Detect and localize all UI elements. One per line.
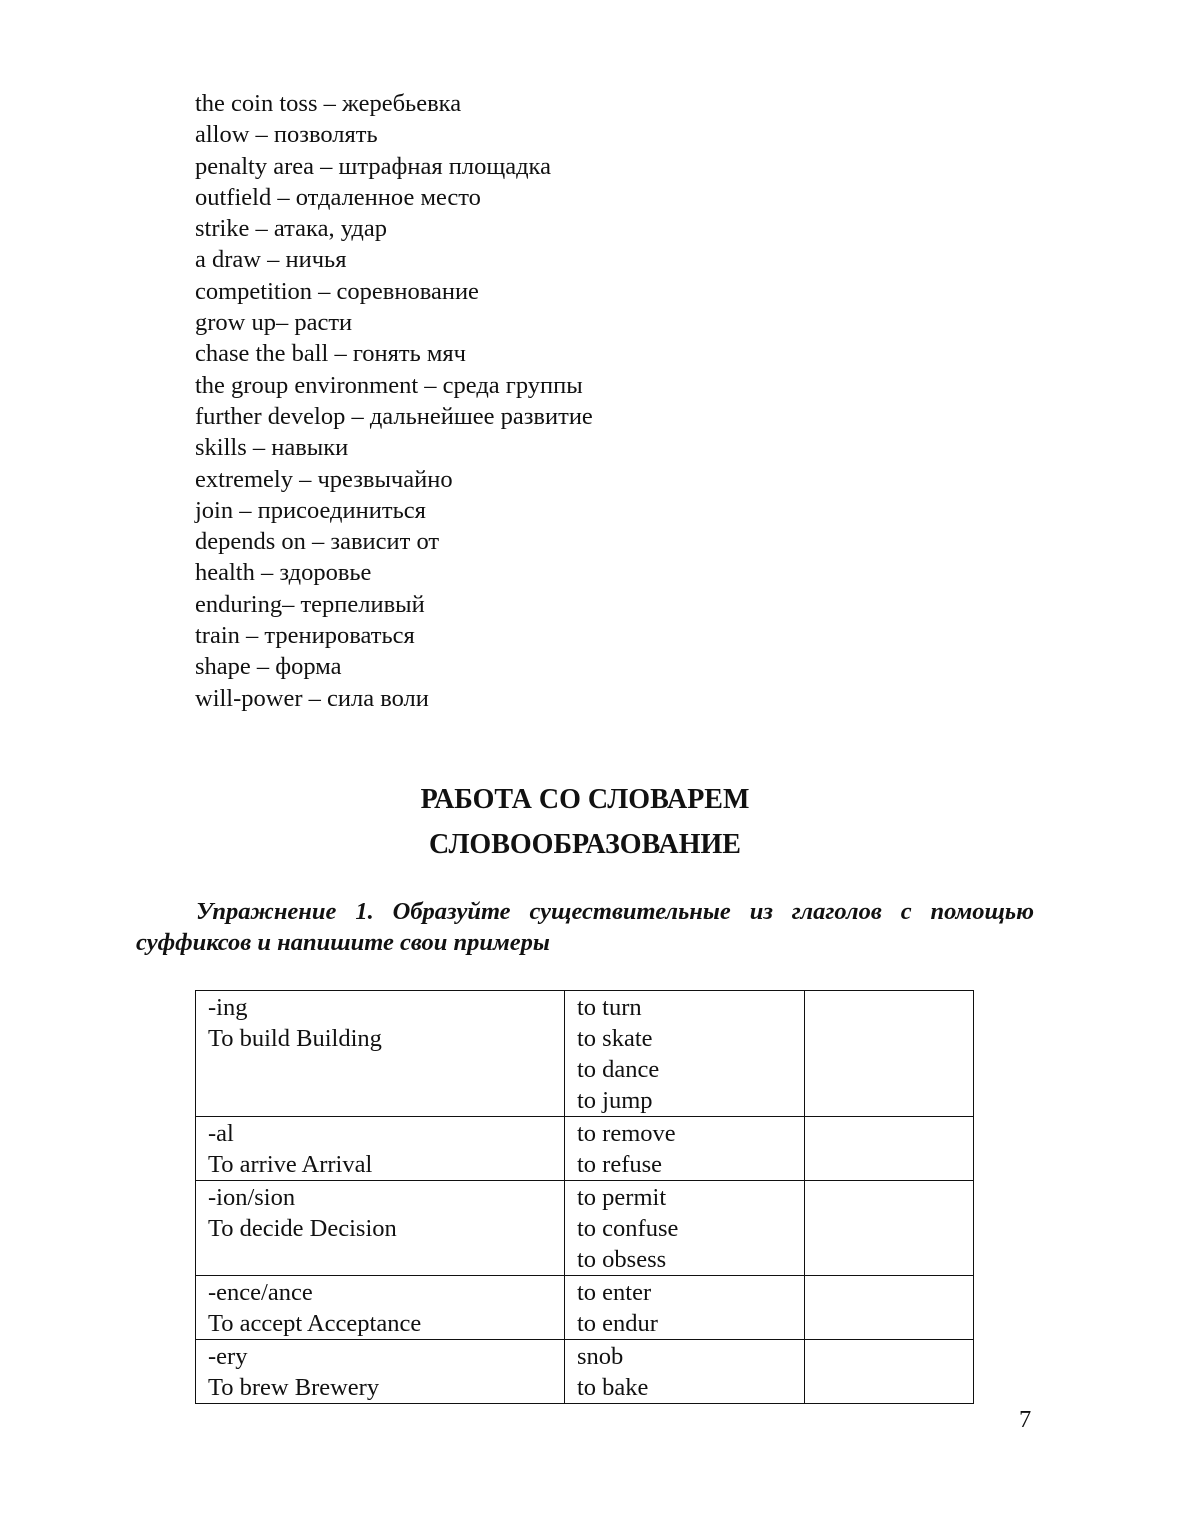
table-row [196, 1276, 974, 1340]
answer-cell[interactable] [805, 1181, 974, 1276]
suffix-cell [196, 1117, 565, 1181]
answer-cell[interactable] [805, 991, 974, 1117]
verb-item: to permit [577, 1184, 667, 1211]
answer-cell[interactable] [805, 1276, 974, 1340]
vocab-item: competition – соревнование [195, 277, 479, 305]
table-row [196, 991, 974, 1117]
verb-item: to turn [577, 994, 642, 1021]
vocab-item: shape – форма [195, 653, 342, 681]
vocab-item: chase the ball – гонять мяч [195, 340, 466, 368]
vocab-item: skills – навыки [195, 434, 349, 462]
suffix-example: To arrive Arrival [208, 1151, 373, 1178]
vocab-item: grow up– расти [195, 309, 353, 337]
suffix-cell [196, 991, 565, 1117]
suffix-label: -ery [208, 1343, 248, 1370]
suffix-example: To build Building [208, 1025, 382, 1052]
verb-item: to remove [577, 1120, 676, 1147]
vocab-item: depends on – зависит от [195, 528, 440, 556]
verb-item: to bake [577, 1374, 649, 1401]
suffix-label: -ion/sion [208, 1184, 296, 1211]
vocab-item: the coin toss – жеребьевка [195, 90, 462, 117]
page-number: 7 [1019, 1406, 1032, 1433]
vocab-item: allow – позволять [195, 121, 378, 149]
verb-item: to refuse [577, 1151, 663, 1178]
verbs-cell [565, 991, 805, 1117]
table-row [196, 1181, 974, 1276]
section-subtitle: СЛОВООБРАЗОВАНИЕ [429, 829, 741, 860]
answer-cell[interactable] [805, 1117, 974, 1181]
vocab-item: a draw – ничья [195, 246, 347, 274]
verb-item: to endur [577, 1310, 658, 1337]
vocab-item: join – присоединиться [195, 496, 426, 524]
vocab-item: train – тренироваться [195, 622, 415, 650]
verbs-cell [565, 1276, 805, 1340]
suffix-cell [196, 1340, 565, 1404]
verbs-cell [565, 1181, 805, 1276]
suffix-example: To accept Acceptance [208, 1310, 422, 1337]
vocab-item: extremely – чрезвычайно [195, 465, 453, 493]
table-row [196, 1117, 974, 1181]
suffix-cell [196, 1181, 565, 1276]
verb-item: to obsess [577, 1246, 667, 1273]
verb-item: to jump [577, 1087, 653, 1114]
verbs-cell [565, 1340, 805, 1404]
verb-item: snob [577, 1343, 624, 1370]
verbs-cell [565, 1117, 805, 1181]
suffix-example: To decide Decision [208, 1215, 397, 1242]
verb-item: to skate [577, 1025, 653, 1052]
verb-item: to confuse [577, 1215, 679, 1242]
word-formation-table [195, 990, 974, 1404]
table-row [196, 1340, 974, 1404]
vocab-item: strike – атака, удар [195, 215, 388, 243]
verb-item: to enter [577, 1279, 652, 1306]
answer-cell[interactable] [805, 1340, 974, 1404]
vocab-item: enduring– терпеливый [195, 590, 425, 618]
vocab-item: the group environment – среда группы [195, 371, 583, 399]
suffix-cell [196, 1276, 565, 1340]
exercise-instruction: Упражнение 1. Образуйте существительные из глаголов с помощью суффиксов и напишите свои примеры [136, 898, 1034, 956]
vocab-item: will-power – сила воли [195, 684, 429, 712]
vocabulary-list [195, 88, 593, 714]
vocab-item: health – здоровье [195, 559, 372, 587]
vocab-item: outfield – отдаленное место [195, 183, 481, 211]
suffix-label: -ing [208, 994, 248, 1021]
suffix-example: To brew Brewery [208, 1374, 380, 1401]
vocab-item: penalty area – штрафная площадка [195, 152, 551, 180]
suffix-label: -al [208, 1120, 234, 1147]
suffix-label: -ence/ance [208, 1279, 313, 1306]
verb-item: to dance [577, 1056, 660, 1083]
vocab-item: further develop – дальнейшее развитие [195, 402, 593, 430]
section-title: РАБОТА СО СЛОВАРЕМ [420, 784, 750, 815]
